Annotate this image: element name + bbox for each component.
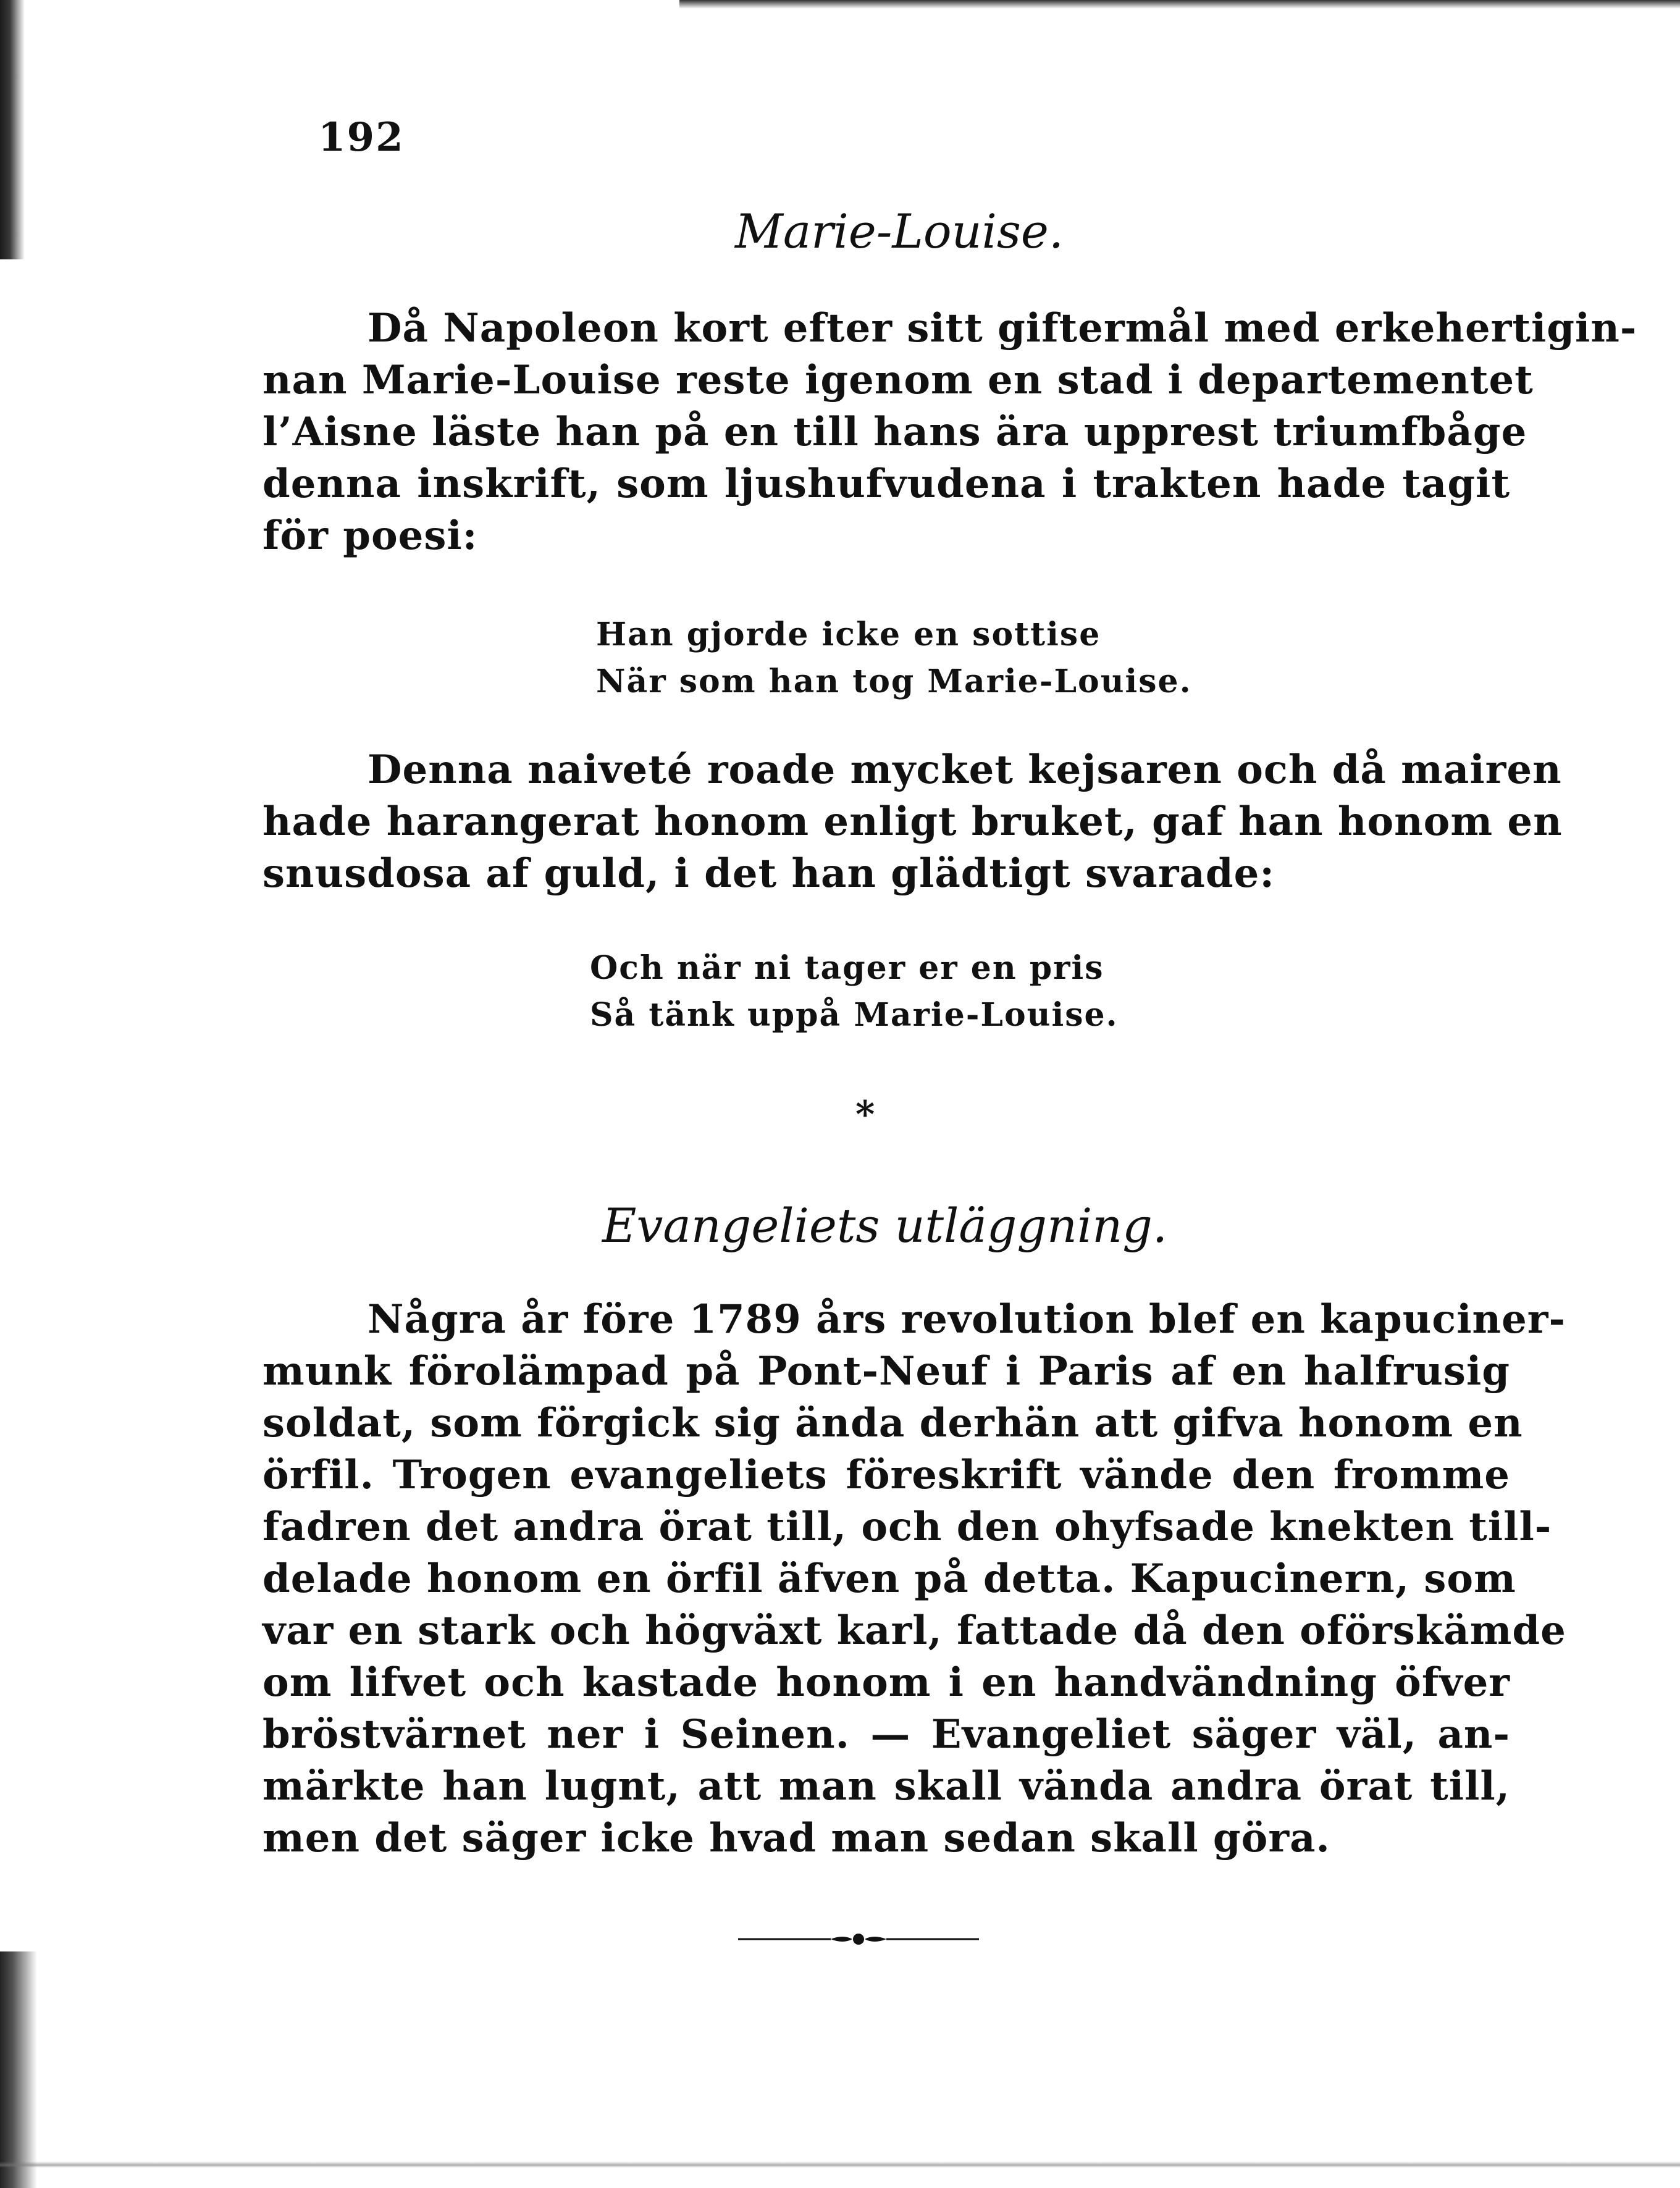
text-line: men det säger icke hvad man sedan skall göra. [262,1815,1330,1861]
verse-line: Och när ni tager er en pris [590,949,1104,987]
text-line: om lifvet och kastade honom i en handvändning öfver [262,1659,1510,1706]
text-line: Då Napoleon kort efter sitt giftermål med erkehertigin- [368,305,1637,351]
text-line: var en stark och högväxt karl, fattade då den oförskämde [262,1607,1566,1654]
page-number: 192 [318,114,405,161]
text-line: för poesi: [262,513,478,559]
scan-edge-shadow [0,0,25,259]
text-line: fadren det andra örat till, och den ohyfsade knekten till- [262,1504,1552,1550]
text-line: Några år före 1789 års revolution blef en kapuciner- [368,1296,1566,1343]
text-line: snusdosa af guld, i det han glädtigt svarade: [262,850,1275,897]
text-line: bröstvärnet ner i Seinen. — Evangeliet säger väl, an- [262,1711,1510,1758]
verse [590,945,1119,1039]
verse [596,611,1192,705]
text-line: soldat, som förgick sig ända derhän att gifva honom en [262,1400,1523,1446]
text-line: l’Aisne läste han på en till hans ära upprest triumfbåge [262,409,1527,455]
section-separator: * [855,1093,875,1136]
text-line: hade harangerat honom enligt bruket, gaf han honom en [262,798,1563,845]
text-line: nan Marie-Louise reste igenom en stad i departementet [262,357,1534,403]
scan-edge-shadow [0,1951,37,2188]
text-line: denna inskrift, som ljushufvudena i trakten hade tagit [262,461,1510,507]
verse-line: Han gjorde icke en sottise [596,616,1101,653]
section-title-evangeliets-utlaggning: Evangeliets utläggning. [602,1198,1168,1253]
scan-edge-shadow [679,0,1680,9]
verse-line: När som han tog Marie-Louise. [596,663,1192,700]
section-title-marie-louise: Marie-Louise. [735,204,1064,259]
text-line: munk förolämpad på Pont-Neuf i Paris af en halfrusig [262,1348,1510,1394]
paragraph [262,1294,1566,1864]
end-ornament-icon [738,1927,979,1951]
paragraph [262,303,1637,562]
text-line: märkte han lugnt, att man skall vända andra örat till, [262,1763,1510,1809]
paragraph [262,744,1563,900]
scan-edge-shadow [0,2161,1680,2168]
text-line: Denna naiveté roade mycket kejsaren och då mairen [368,747,1562,793]
text-line: örfil. Trogen evangeliets föreskrift vände den fromme [262,1452,1510,1498]
verse-line: Så tänk uppå Marie-Louise. [590,996,1119,1034]
text-line: delade honom en örfil äfven på detta. Kapucinern, som [262,1556,1516,1602]
